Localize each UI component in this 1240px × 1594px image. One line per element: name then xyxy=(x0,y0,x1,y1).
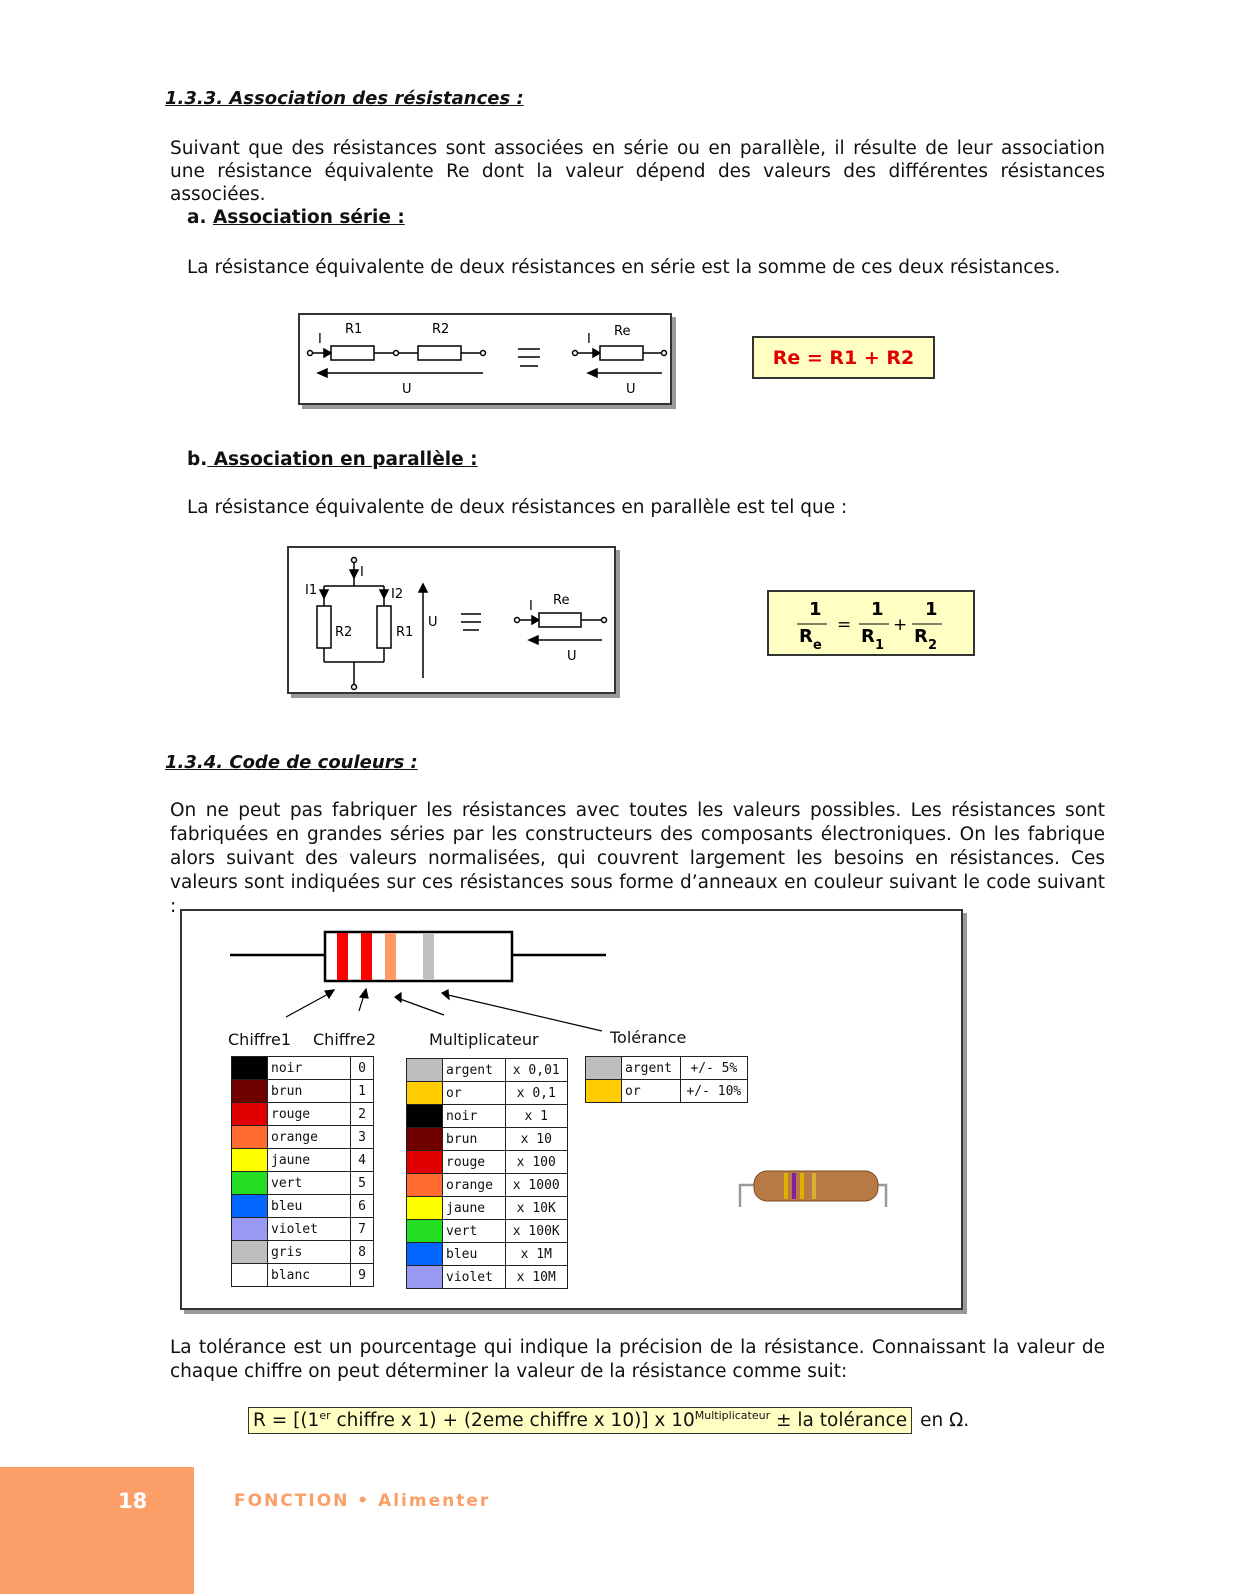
resistor-band-diagram xyxy=(182,911,961,1041)
digit-value: 9 xyxy=(351,1264,374,1287)
multiplier-color-name: violet xyxy=(443,1266,506,1289)
section-intro-color-code: On ne peut pas fabriquer les résistances avec toutes les valeurs possibles. Les résistances sont fabriquées en grandes séries par les constructeurs des composants électroniques. On les fabrique alors suivant des valeurs normalisées, qui couvrent largement les besoins en résistances. Ces valeurs sont indiquées sur ces résistances sous forme d’anneaux en couleur suivant le code suivant : xyxy=(170,800,1105,917)
tolerance-swatch xyxy=(586,1080,622,1103)
multiplier-value: x 0,01 xyxy=(505,1059,568,1082)
header-chiffre1: Chiffre1 xyxy=(228,1030,292,1049)
multiplier-row xyxy=(407,1197,568,1220)
parallele-resistor-re xyxy=(539,613,581,627)
multiplier-swatch xyxy=(407,1197,443,1220)
digit-value: 8 xyxy=(351,1241,374,1264)
parallele-resistor-r2 xyxy=(317,606,331,648)
multiplier-color-name: vert xyxy=(443,1220,506,1243)
digit-value: 7 xyxy=(351,1218,374,1241)
tolerance-value: +/- 10% xyxy=(680,1080,747,1103)
serie-label-u: U xyxy=(402,382,412,397)
multiplier-color-name: brun xyxy=(443,1128,506,1151)
serie-resistor-r1 xyxy=(331,346,374,360)
multiplier-swatch xyxy=(407,1105,443,1128)
multiplier-value: x 1000 xyxy=(505,1174,568,1197)
digit-value: 5 xyxy=(351,1172,374,1195)
digit-color-name: brun xyxy=(268,1080,351,1103)
multiplier-color-name: or xyxy=(443,1082,506,1105)
multiplier-color-name: argent xyxy=(443,1059,506,1082)
parallele-label-re: Re xyxy=(553,593,570,608)
serie-label-u-eq: U xyxy=(626,382,636,397)
multiplier-swatch xyxy=(407,1220,443,1243)
digit-row xyxy=(232,1241,374,1264)
parallele-label-r2: R2 xyxy=(335,625,353,640)
footer-page-box xyxy=(0,1467,194,1594)
formula-num-2: 1 xyxy=(871,599,884,620)
resistor-band-4 xyxy=(423,933,434,980)
multiplier-value: x 10 xyxy=(505,1128,568,1151)
digit-color-name: vert xyxy=(268,1172,351,1195)
resistor-band-1 xyxy=(337,933,348,980)
parallele-text: La résistance équivalente de deux résistances en parallèle est tel que : xyxy=(187,497,848,518)
serie-label-i-eq: I xyxy=(587,332,591,347)
serie-resistor-re xyxy=(600,346,643,360)
page-number: 18 xyxy=(118,1489,148,1513)
header-tolerance: Tolérance xyxy=(610,1028,687,1047)
multiplier-value: x 1M xyxy=(505,1243,568,1266)
multiplier-color-name: jaune xyxy=(443,1197,506,1220)
digit-color-name: gris xyxy=(268,1241,351,1264)
digit-value: 2 xyxy=(351,1103,374,1126)
digit-color-name: rouge xyxy=(268,1103,351,1126)
parallele-label-i: I xyxy=(360,565,364,580)
serie-title: Association série : xyxy=(212,207,405,228)
digits-table xyxy=(231,1056,374,1287)
tolerance-color-name: or xyxy=(622,1080,681,1103)
formula-num-3: 1 xyxy=(925,599,938,620)
digit-swatch xyxy=(232,1264,268,1287)
digit-row xyxy=(232,1057,374,1080)
digit-value: 1 xyxy=(351,1080,374,1103)
serie-label-r1: R1 xyxy=(345,322,363,337)
tolerance-value: +/- 5% xyxy=(680,1057,747,1080)
digit-row xyxy=(232,1172,374,1195)
multiplier-swatch xyxy=(407,1266,443,1289)
digit-row xyxy=(232,1218,374,1241)
formula-den-r1: R xyxy=(861,626,875,647)
multiplier-color-name: bleu xyxy=(443,1243,506,1266)
header-chiffre2: Chiffre2 xyxy=(313,1030,377,1049)
formula-sub-e: e xyxy=(813,638,822,653)
multiplier-swatch xyxy=(407,1151,443,1174)
formula-plus: + xyxy=(893,615,908,635)
formula-part-2: chiffre x 1) + (2eme chiffre x 10)] x 10 xyxy=(330,1410,695,1432)
multiplier-swatch xyxy=(407,1243,443,1266)
digit-color-name: bleu xyxy=(268,1195,351,1218)
serie-resistor-r2 xyxy=(418,346,461,360)
tolerance-color-name: argent xyxy=(622,1057,681,1080)
serie-label-r2: R2 xyxy=(432,322,450,337)
serie-text: La résistance équivalente de deux résistances en série est la somme de ces deux résistances. xyxy=(187,257,1061,278)
parallele-label-i1: I1 xyxy=(305,583,318,598)
parallele-formula-box xyxy=(767,590,975,656)
parallele-resistor-r1 xyxy=(377,606,391,648)
parallele-title: Association en parallèle : xyxy=(207,449,478,470)
digit-swatch xyxy=(232,1195,268,1218)
digit-row xyxy=(232,1195,374,1218)
digit-color-name: orange xyxy=(268,1126,351,1149)
formula-den-r2: R xyxy=(914,626,928,647)
serie-label-re: Re xyxy=(614,324,631,339)
resistor-photo-icon xyxy=(734,1157,894,1219)
serie-letter: a. xyxy=(187,207,207,228)
tolerance-swatch xyxy=(586,1057,622,1080)
multiplier-row xyxy=(407,1174,568,1197)
serie-formula-box: Re = R1 + R2 xyxy=(752,336,935,379)
multiplier-table xyxy=(406,1058,568,1289)
formula-sub-1: 1 xyxy=(875,638,885,653)
formula-sup-er: er xyxy=(319,1409,331,1422)
digit-value: 6 xyxy=(351,1195,374,1218)
digit-swatch xyxy=(232,1149,268,1172)
multiplier-color-name: orange xyxy=(443,1174,506,1197)
multiplier-value: x 1 xyxy=(505,1105,568,1128)
resistor-body xyxy=(325,932,512,981)
serie-circuit-diagram xyxy=(298,313,672,405)
footer-label: FONCTION • Alimenter xyxy=(234,1491,491,1511)
serie-label-i: I xyxy=(318,332,322,347)
multiplier-value: x 10K xyxy=(505,1197,568,1220)
formula-sub-2: 2 xyxy=(928,638,938,653)
color-code-figure xyxy=(180,909,963,1310)
resistor-band-2 xyxy=(361,933,372,980)
parallele-label-u: U xyxy=(428,615,438,630)
tolerance-text: La tolérance est un pourcentage qui indique la précision de la résistance. Connaissant la valeur de chaque chiffre on peut déterminer la valeur de la résistance comme suit: xyxy=(170,1337,1105,1382)
multiplier-swatch xyxy=(407,1128,443,1151)
multiplier-swatch xyxy=(407,1082,443,1105)
tolerance-table xyxy=(585,1056,748,1103)
digit-swatch xyxy=(232,1241,268,1264)
formula-suffix: en Ω. xyxy=(920,1410,970,1432)
digit-swatch xyxy=(232,1172,268,1195)
digit-row xyxy=(232,1080,374,1103)
multiplier-row xyxy=(407,1266,568,1289)
multiplier-swatch xyxy=(407,1174,443,1197)
digit-swatch xyxy=(232,1103,268,1126)
final-formula-box xyxy=(248,1407,912,1434)
formula-part-3: ± la tolérance xyxy=(770,1410,908,1432)
serie-circuit-svg xyxy=(300,315,670,403)
parallele-letter: b. xyxy=(187,449,208,470)
section-intro-association: Suivant que des résistances sont associées en série ou en parallèle, il résulte de leur association une résistance équivalente Re dont la valeur dépend des valeurs des différentes résistances associées. xyxy=(170,138,1105,205)
multiplier-value: x 100K xyxy=(505,1220,568,1243)
multiplier-value: x 0,1 xyxy=(505,1082,568,1105)
parallele-heading xyxy=(187,449,478,470)
digit-swatch xyxy=(232,1057,268,1080)
multiplier-row xyxy=(407,1243,568,1266)
formula-den-re: R xyxy=(799,626,813,647)
formula-part-1: R = [(1 xyxy=(253,1410,320,1432)
section-title-association: 1.3.3. Association des résistances : xyxy=(165,88,524,109)
header-multiplicateur: Multiplicateur xyxy=(429,1030,539,1049)
multiplier-row xyxy=(407,1151,568,1174)
final-formula-row xyxy=(248,1407,969,1434)
digit-value: 3 xyxy=(351,1126,374,1149)
digit-color-name: noir xyxy=(268,1057,351,1080)
parallele-circuit-diagram xyxy=(287,546,616,694)
digit-row xyxy=(232,1126,374,1149)
serie-current-arrow xyxy=(324,349,331,357)
multiplier-color-name: rouge xyxy=(443,1151,506,1174)
multiplier-row xyxy=(407,1105,568,1128)
digit-row xyxy=(232,1103,374,1126)
parallele-formula-svg xyxy=(769,592,973,654)
digit-swatch xyxy=(232,1080,268,1103)
digit-row xyxy=(232,1264,374,1287)
multiplier-row xyxy=(407,1082,568,1105)
digit-color-name: blanc xyxy=(268,1264,351,1287)
digit-value: 0 xyxy=(351,1057,374,1080)
parallele-label-r1: R1 xyxy=(396,625,414,640)
serie-heading xyxy=(187,207,405,228)
section-title-color-code: 1.3.4. Code de couleurs : xyxy=(165,752,418,773)
multiplier-row xyxy=(407,1220,568,1243)
formula-equals: = xyxy=(837,615,852,635)
parallele-label-u-eq: U xyxy=(567,649,577,664)
multiplier-color-name: noir xyxy=(443,1105,506,1128)
multiplier-value: x 10M xyxy=(505,1266,568,1289)
digit-color-name: violet xyxy=(268,1218,351,1241)
multiplier-value: x 100 xyxy=(505,1151,568,1174)
multiplier-swatch xyxy=(407,1059,443,1082)
digit-row xyxy=(232,1149,374,1172)
parallele-label-i-eq: I xyxy=(529,599,533,614)
parallele-label-i2: I2 xyxy=(391,587,404,602)
formula-sup-multiplicateur: Multiplicateur xyxy=(694,1409,771,1422)
tolerance-row xyxy=(586,1080,748,1103)
resistor-band-3 xyxy=(385,933,396,980)
digit-value: 4 xyxy=(351,1149,374,1172)
digit-swatch xyxy=(232,1218,268,1241)
multiplier-row xyxy=(407,1128,568,1151)
parallele-circuit-svg xyxy=(289,548,614,692)
multiplier-row xyxy=(407,1059,568,1082)
digit-color-name: jaune xyxy=(268,1149,351,1172)
digit-swatch xyxy=(232,1126,268,1149)
tolerance-row xyxy=(586,1057,748,1080)
formula-num-1: 1 xyxy=(809,599,822,620)
